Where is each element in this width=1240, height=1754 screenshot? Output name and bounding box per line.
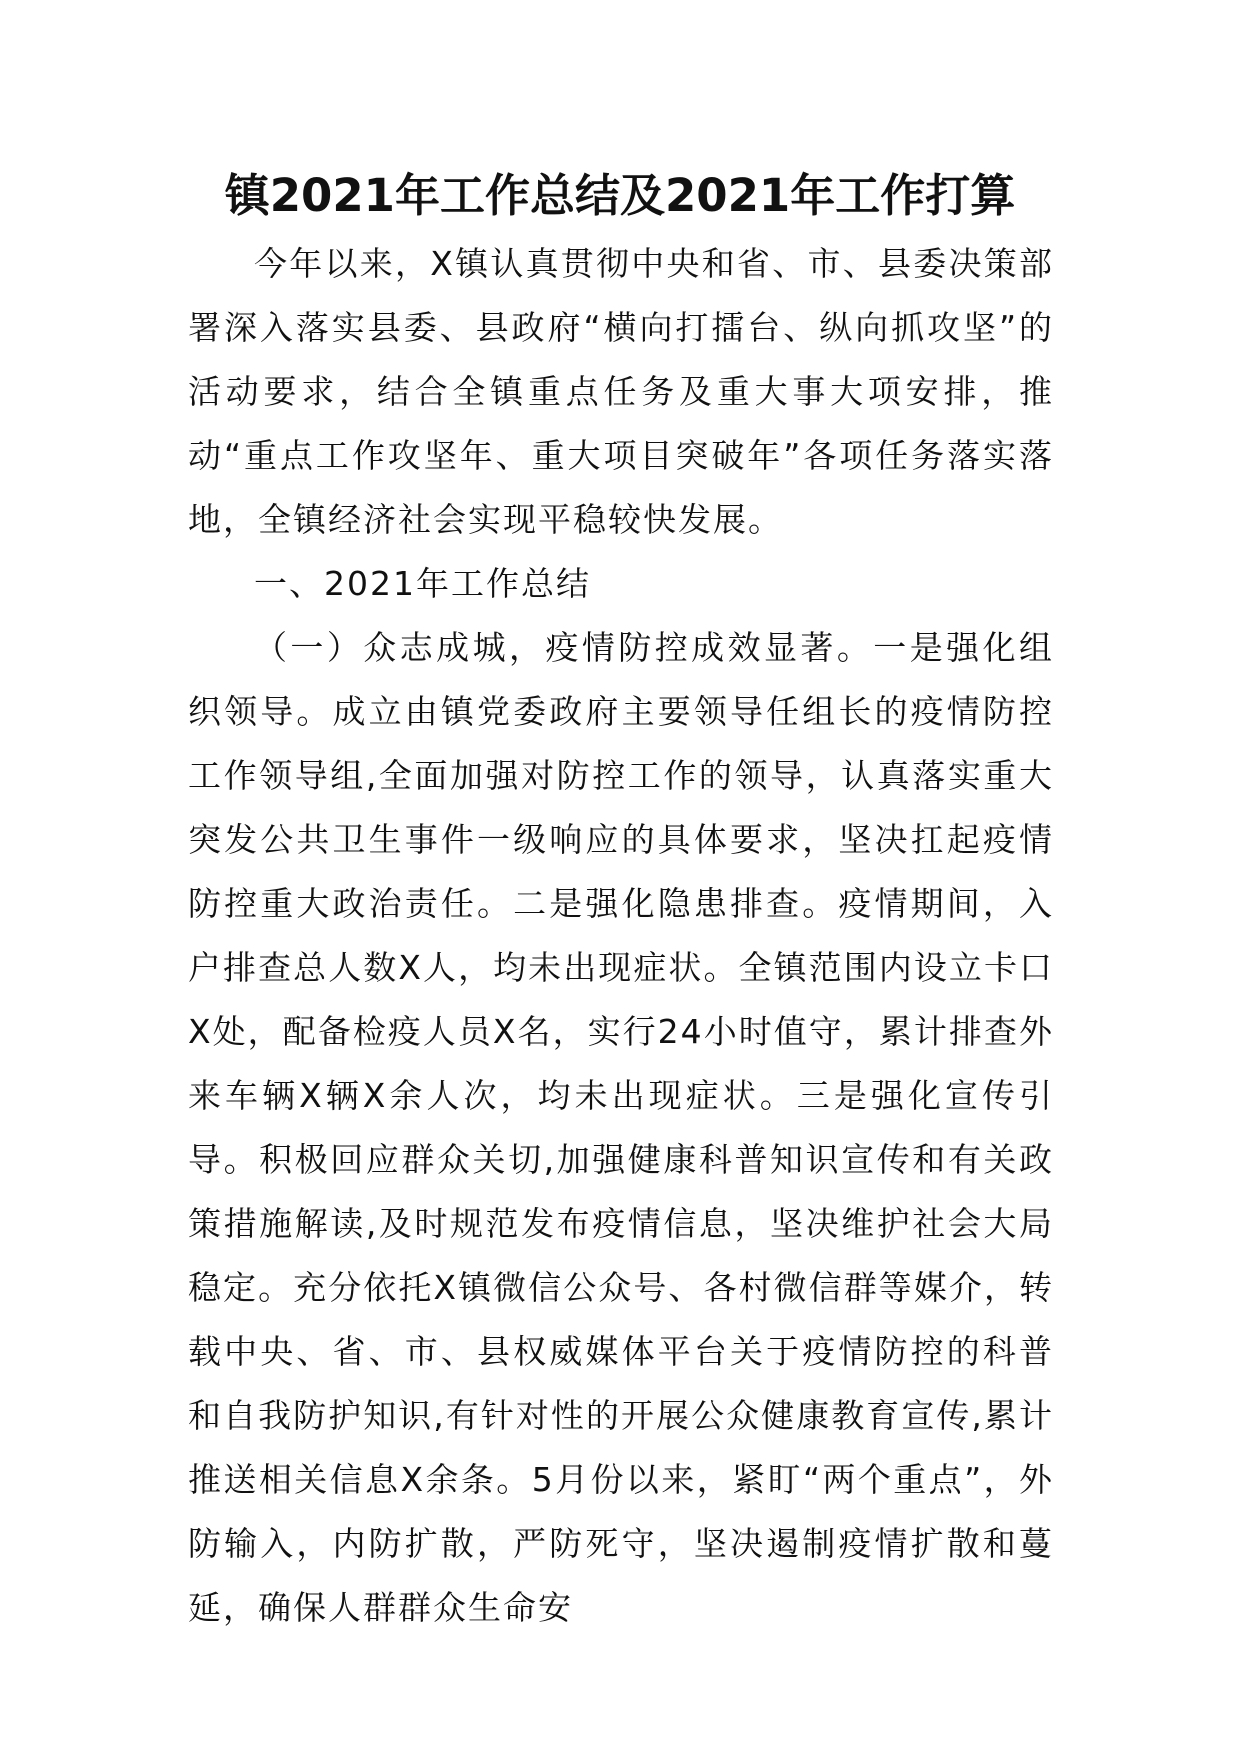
document-title: 镇2021年工作总结及2021年工作打算 (224, 169, 1016, 222)
intro-paragraph: 今年以来，X镇认真贯彻中央和省、市、县委决策部署深入落实县委、县政府“横向打擂台、纵向抓攻坚”的活动要求，结合全镇重点任务及重大事大项安排，推动“重点工作攻坚年、重大项目突破年”各项任务落实落地，全镇经济社会实现平稳较快发展。 (188, 244, 1054, 539)
epidemic-paragraph: （一）众志成城，疫情防控成效显著。一是强化组织领导。成立由镇党委政府主要领导任组长的疫情防控工作领导组,全面加强对防控工作的领导，认真落实重大突发公共卫生事件一级响应的具体要求，坚决扛起疫情防控重大政治责任。二是强化隐患排查。疫情期间，入户排查总人数X人，均未出现症状。全镇范围内设立卡口X处，配备检疫人员X名，实行24小时值守，累计排查外来车辆X辆X余人次，均未出现症状。三是强化宣传引导。积极回应群众关切,加强健康科普知识宣传和有关政策措施解读,及时规范发布疫情信息，坚决维护社会大局稳定。充分依托X镇微信公众号、各村微信群等媒介，转载中央、省、市、县权威媒体平台关于疫情防控的科普和自我防护知识,有针对性的开展公众健康教育宣传,累计推送相关信息X余条。5月份以来，紧盯“两个重点”，外防输入，内防扩散，严防死守，坚决遏制疫情扩散和蔓延，确保人群群众生命安 (188, 628, 1054, 1627)
document-body (188, 232, 1054, 1640)
section-heading: 一、2021年工作总结 (254, 564, 591, 603)
